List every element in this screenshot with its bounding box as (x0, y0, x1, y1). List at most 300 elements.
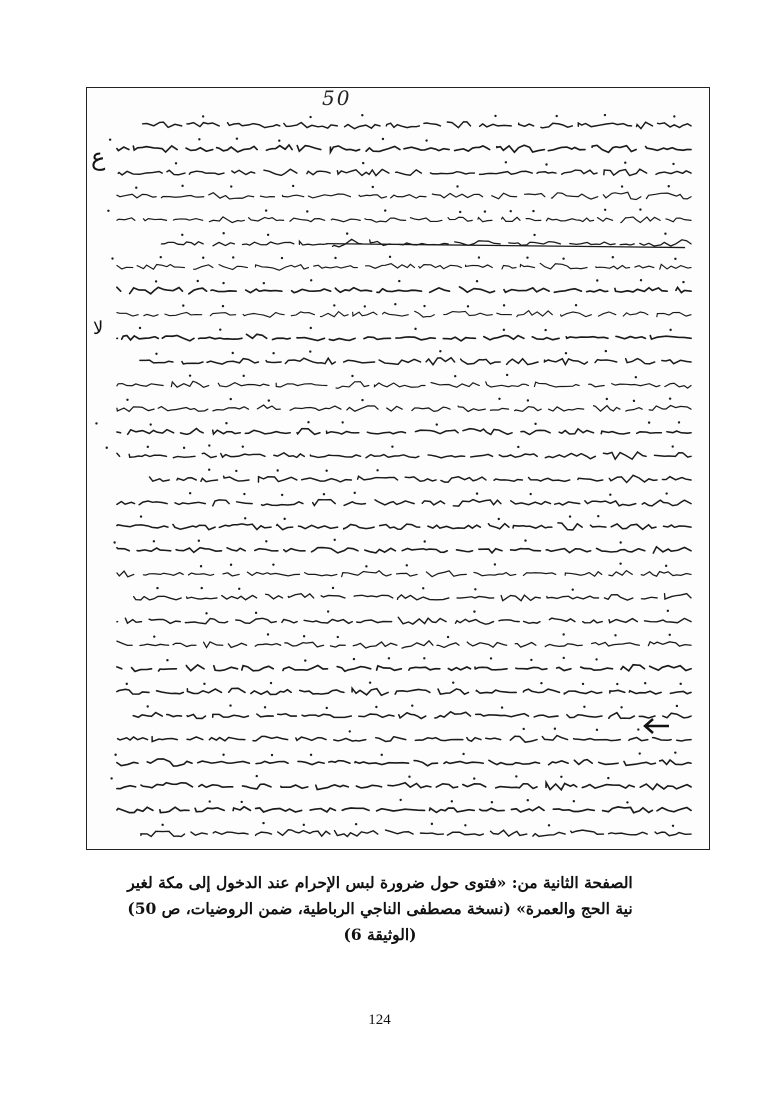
diacritic-dot (278, 139, 280, 141)
diacritic-dot (202, 115, 204, 117)
manuscript-stroke (134, 594, 691, 601)
diacritic-dot (633, 400, 635, 402)
diacritic-dot (456, 185, 458, 187)
diacritic-dot (232, 256, 234, 258)
diacritic-dot (326, 707, 328, 709)
manuscript-stroke (117, 405, 691, 411)
diacritic-dot (200, 565, 202, 567)
diacritic-dot (620, 706, 622, 708)
diacritic-dot (573, 800, 575, 802)
diacritic-dot (323, 493, 325, 495)
manuscript-line (109, 137, 691, 152)
diacritic-dot (139, 327, 141, 329)
diacritic-dot (673, 115, 675, 117)
diacritic-dot (230, 564, 232, 566)
manuscript-stroke (117, 263, 691, 270)
diacritic-dot (476, 280, 478, 282)
manuscript-line (140, 350, 691, 365)
manuscript-line (117, 374, 691, 389)
diacritic-dot (563, 657, 565, 659)
diacritic-dot (498, 398, 500, 400)
diacritic-dot (544, 329, 546, 331)
diacritic-dot (155, 353, 157, 355)
diacritic-dot (612, 256, 614, 258)
diacritic-dot (624, 162, 626, 164)
diacritic-dot (672, 445, 674, 447)
diacritic-dot (364, 305, 366, 307)
diacritic-dot (614, 634, 616, 636)
diacritic-dot (198, 138, 200, 140)
diacritic-dot (639, 208, 641, 210)
diacritic-dot (349, 730, 351, 732)
manuscript-line (117, 657, 691, 672)
diacritic-dot (256, 775, 258, 777)
diacritic-dot (425, 139, 427, 141)
diacritic-dot (595, 658, 597, 660)
manuscript-line (117, 185, 691, 200)
diacritic-dot (281, 494, 283, 496)
diacritic-dot (565, 352, 567, 354)
diacritic-dot (464, 824, 466, 826)
diacritic-dot (276, 469, 278, 471)
diacritic-dot (398, 280, 400, 282)
manuscript-line (149, 469, 691, 483)
manuscript-line (117, 633, 691, 648)
diacritic-dot (310, 754, 312, 756)
diacritic-dot (270, 682, 272, 684)
diacritic-dot (621, 185, 623, 187)
diacritic-dot (474, 588, 476, 590)
diacritic-dot (304, 659, 306, 661)
diacritic-dot (327, 610, 329, 612)
diacritic-dot (242, 445, 244, 447)
manuscript-line (133, 704, 691, 718)
diacritic-dot (346, 232, 348, 234)
diacritic-dot (527, 399, 529, 401)
diacritic-dot (674, 258, 676, 260)
diacritic-dot (272, 352, 274, 354)
diacritic-dot (262, 822, 264, 824)
diacritic-dot (414, 328, 416, 330)
diacritic-dot (153, 635, 155, 637)
diacritic-dot (545, 163, 547, 165)
diacritic-dot (527, 799, 529, 801)
diacritic-dot (243, 493, 245, 495)
diacritic-dot (467, 305, 469, 307)
manuscript-scan (86, 87, 710, 850)
diacritic-dot (265, 209, 267, 211)
diacritic-dot (422, 587, 424, 589)
diacritic-dot (596, 729, 598, 731)
diacritic-dot (454, 375, 456, 377)
diacritic-dot (309, 350, 311, 352)
diacritic-dot (491, 801, 493, 803)
diacritic-dot (572, 588, 574, 590)
page-number: 124 (368, 1012, 391, 1028)
diacritic-dot (583, 706, 585, 708)
diacritic-dot (506, 374, 508, 376)
diacritic-dot (189, 374, 191, 376)
diacritic-dot (147, 446, 149, 448)
manuscript-line (117, 562, 691, 576)
manuscript-stroke (117, 452, 691, 459)
diacritic-dot (668, 185, 670, 187)
manuscript-line (117, 303, 691, 317)
diacritic-dot (473, 777, 475, 779)
diacritic-dot (532, 210, 534, 212)
diacritic-dot (244, 517, 246, 519)
diacritic-dot (505, 161, 507, 163)
diacritic-dot (669, 634, 671, 636)
diacritic-dot (182, 304, 184, 306)
diacritic-dot (605, 350, 607, 352)
diacritic-dot (667, 610, 669, 612)
diacritic-dot (679, 683, 681, 685)
diacritic-dot (161, 824, 163, 826)
diacritic-dot (225, 422, 227, 424)
diacritic-dot (372, 186, 374, 188)
diacritic-dot (498, 518, 500, 520)
manuscript-line (117, 279, 691, 294)
diacritic-dot (341, 421, 343, 423)
diacritic-dot (222, 305, 224, 307)
diacritic-dot (175, 162, 177, 164)
diacritic-dot (235, 470, 237, 472)
diacritic-dot (153, 540, 155, 542)
diacritic-dot (209, 800, 211, 802)
diacritic-dot (201, 587, 203, 589)
diacritic-dot (408, 775, 410, 777)
manuscript-stroke (117, 547, 691, 553)
diacritic-dot (107, 210, 109, 212)
manuscript-stroke (117, 217, 691, 223)
diacritic-dot (389, 256, 391, 258)
diacritic-dot (333, 304, 335, 306)
diacritic-dot (95, 422, 97, 424)
diacritic-dot (310, 327, 312, 329)
diacritic-dot (202, 257, 204, 259)
margin-note-la: لا (93, 318, 104, 339)
manuscript-stroke (133, 712, 691, 719)
diacritic-dot (431, 823, 433, 825)
figure-caption (70, 870, 690, 948)
diacritic-dot (648, 421, 650, 423)
diacritic-dot (522, 728, 524, 730)
diacritic-dot (562, 633, 564, 635)
diacritic-dot (334, 539, 336, 541)
manuscript-line (111, 256, 691, 271)
diacritic-dot (501, 706, 503, 708)
diacritic-dot (181, 234, 183, 236)
diacritic-dot (665, 565, 667, 567)
folio-number: 50 (322, 87, 352, 110)
diacritic-dot (334, 257, 336, 259)
diacritic-dot (640, 279, 642, 281)
manuscript-line (106, 444, 692, 459)
manuscript-line (141, 822, 691, 837)
diacritic-dot (241, 801, 243, 803)
diacritic-dot (388, 657, 390, 659)
diacritic-dot (243, 375, 245, 377)
manuscript-line (117, 327, 691, 341)
manuscript-stroke (117, 311, 691, 317)
diacritic-dot (575, 304, 577, 306)
manuscript-stroke (117, 759, 691, 766)
manuscript-stroke (117, 688, 691, 695)
manuscript-line (117, 799, 691, 813)
diacritic-dot (533, 234, 535, 236)
diacritic-dot (238, 588, 240, 590)
diacritic-dot (517, 446, 519, 448)
diacritic-dot (626, 801, 628, 803)
diacritic-dot (451, 800, 453, 802)
diacritic-dot (619, 562, 621, 564)
margin-arrow-icon (641, 716, 671, 736)
diacritic-dot (616, 683, 618, 685)
caption-line-1: الصفحة الثانية من: «فتوى حول ضرورة لبس الإحرام عند الدخول إلى مكة لغير (127, 873, 633, 892)
diacritic-dot (423, 657, 425, 659)
diacritic-dot (283, 518, 285, 520)
diacritic-dot (678, 421, 680, 423)
diacritic-dot (476, 492, 478, 494)
diacritic-dot (337, 636, 339, 638)
diacritic-dot (310, 279, 312, 281)
diacritic-dot (114, 754, 116, 756)
manuscript-stroke (161, 239, 691, 247)
diacritic-dot (555, 115, 557, 117)
diacritic-dot (208, 469, 210, 471)
diacritic-dot (203, 683, 205, 685)
diacritic-dot (307, 421, 309, 423)
diacritic-dot (351, 375, 353, 377)
diacritic-dot (554, 728, 556, 730)
diacritic-dot (423, 305, 425, 307)
diacritic-dot (436, 423, 438, 425)
diacritic-dot (510, 210, 512, 212)
diacritic-dot (529, 493, 531, 495)
diacritic-dot (197, 280, 199, 282)
diacritic-dot (637, 728, 639, 730)
diacritic-dot (267, 633, 269, 635)
diacritic-dot (664, 233, 666, 235)
diacritic-dot (484, 210, 486, 212)
manuscript-stroke (117, 287, 691, 294)
diacritic-dot (309, 116, 311, 118)
diacritic-dot (676, 705, 678, 707)
manuscript-line (134, 587, 691, 601)
diacritic-dot (526, 256, 528, 258)
manuscript-line (118, 161, 691, 175)
diacritic-dot (362, 162, 364, 164)
diacritic-dot (672, 825, 674, 827)
diacritic-dot (147, 705, 149, 707)
handwritten-lines (87, 88, 709, 849)
diacritic-dot (596, 279, 598, 281)
manuscript-stroke (117, 617, 691, 624)
diacritic-dot (189, 492, 191, 494)
manuscript-stroke (117, 571, 691, 577)
diacritic-dot (452, 681, 454, 683)
diacritic-dot (263, 282, 265, 284)
diacritic-dot (160, 256, 162, 258)
manuscript-line (143, 114, 691, 129)
manuscript-stroke (141, 830, 691, 837)
diacritic-dot (109, 138, 111, 140)
manuscript-line (117, 397, 691, 411)
diacritic-dot (639, 752, 641, 754)
manuscript-stroke (117, 192, 691, 199)
diacritic-dot (447, 636, 449, 638)
diacritic-dot (268, 399, 270, 401)
diacritic-dot (113, 541, 115, 543)
diacritic-dot (230, 185, 232, 187)
diacritic-dot (140, 515, 142, 517)
diacritic-dot (166, 659, 168, 661)
diacritic-dot (369, 681, 371, 683)
diacritic-dot (355, 823, 357, 825)
diacritic-dot (569, 515, 571, 517)
diacritic-dot (365, 565, 367, 567)
diacritic-dot (361, 399, 363, 401)
diacritic-dot (353, 658, 355, 660)
diacritic-dot (682, 281, 684, 283)
diacritic-dot (229, 704, 231, 706)
diacritic-dot (669, 397, 671, 399)
diacritic-dot (503, 304, 505, 306)
diacritic-dot (462, 753, 464, 755)
manuscript-stroke (117, 500, 691, 506)
diacritic-dot (391, 445, 393, 447)
diacritic-dot (382, 138, 384, 140)
diacritic-dot (205, 612, 207, 614)
diacritic-dot (665, 492, 667, 494)
diacritic-dot (222, 232, 224, 234)
diacritic-dot (208, 444, 210, 446)
diacritic-dot (524, 539, 526, 541)
diacritic-dot (644, 682, 646, 684)
diacritic-dot (111, 257, 113, 259)
manuscript-line (110, 775, 691, 790)
diacritic-dot (494, 115, 496, 117)
diacritic-dot (332, 587, 334, 589)
diacritic-dot (232, 352, 234, 354)
diacritic-dot (490, 657, 492, 659)
margin-note-ain: ع (91, 143, 106, 171)
manuscript-line (113, 539, 691, 553)
diacritic-dot (530, 659, 532, 661)
diacritic-dot (272, 563, 274, 565)
diacritic-dot (604, 114, 606, 116)
manuscript-stroke (117, 523, 691, 530)
diacritic-dot (126, 683, 128, 685)
manuscript-stroke (117, 429, 691, 435)
manuscript-line (117, 681, 691, 695)
manuscript-stroke (140, 358, 691, 365)
manuscript-stroke (117, 641, 691, 648)
diacritic-dot (325, 469, 327, 471)
diacritic-dot (271, 754, 273, 756)
manuscript-line (117, 492, 691, 506)
diacritic-dot (473, 610, 475, 612)
manuscript-stroke (143, 122, 691, 129)
diacritic-dot (222, 754, 224, 756)
diacritic-dot (230, 398, 232, 400)
diacritic-dot (198, 540, 200, 542)
diacritic-dot (606, 398, 608, 400)
diacritic-dot (135, 187, 137, 189)
diacritic-dot (503, 329, 505, 331)
manuscript-stroke (117, 334, 691, 341)
manuscript-stroke (117, 145, 691, 152)
diacritic-dot (376, 469, 378, 471)
manuscript-stroke (118, 735, 691, 742)
manuscript-stroke (117, 665, 691, 672)
manuscript-stroke (117, 783, 691, 790)
diacritic-dot (149, 423, 151, 425)
diacritic-dot (264, 706, 266, 708)
manuscript-line (107, 208, 691, 222)
diacritic-dot (582, 683, 584, 685)
diacritic-dot (619, 541, 621, 543)
diacritic-dot (478, 256, 480, 258)
manuscript-stroke (118, 169, 691, 175)
diacritic-dot (548, 824, 550, 826)
manuscript-line (117, 515, 691, 530)
diacritic-dot (494, 563, 496, 565)
diacritic-dot (303, 824, 305, 826)
diacritic-dot (156, 587, 158, 589)
diacritic-dot (534, 423, 536, 425)
diacritic-dot (439, 350, 441, 352)
diacritic-dot (597, 515, 599, 517)
diacritic-dot (381, 754, 383, 756)
diacritic-dot (424, 540, 426, 542)
diacritic-dot (110, 777, 112, 779)
diacritic-dot (406, 564, 408, 566)
diacritic-dot (609, 494, 611, 496)
diacritic-dot (669, 329, 671, 331)
manuscript-line (118, 728, 691, 743)
diacritic-dot (607, 777, 609, 779)
manuscript-line (114, 751, 691, 766)
diacritic-dot (306, 210, 308, 212)
diacritic-dot (672, 163, 674, 165)
diacritic-dot (222, 282, 224, 284)
manuscript-line (117, 610, 691, 625)
diacritic-dot (515, 775, 517, 777)
diacritic-dot (674, 751, 676, 753)
diacritic-dot (267, 234, 269, 236)
diacritic-dot (183, 447, 185, 449)
diacritic-dot (540, 682, 542, 684)
diacritic-dot (219, 328, 221, 330)
diacritic-dot (281, 257, 283, 259)
manuscript-stroke (149, 475, 691, 482)
diacritic-dot (106, 447, 108, 449)
diacritic-dot (394, 303, 396, 305)
diacritic-dot (560, 776, 562, 778)
diacritic-dot (411, 704, 413, 706)
manuscript-stroke (117, 807, 691, 813)
diacritic-dot (126, 399, 128, 401)
diacritic-dot (236, 137, 238, 139)
manuscript-stroke (117, 381, 691, 388)
diacritic-dot (562, 257, 564, 259)
diacritic-dot (604, 209, 606, 211)
diacritic-dot (375, 706, 377, 708)
caption-line-3: (الوثيقة 6) (343, 925, 417, 944)
diacritic-dot (399, 799, 401, 801)
